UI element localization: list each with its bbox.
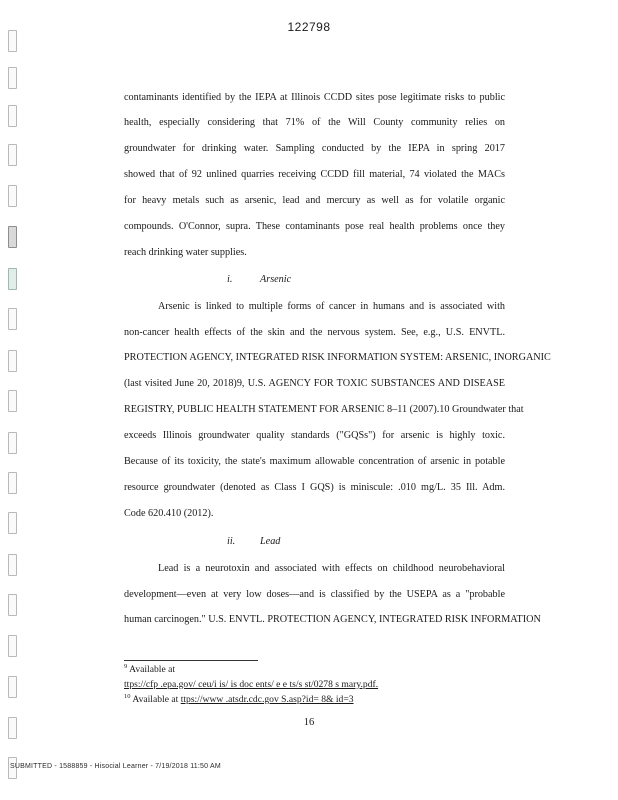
body-text-line: Arsenic is linked to multiple forms of cancer in humans and is associated with	[158, 301, 505, 312]
binder-tab-mark	[8, 105, 17, 127]
body-text-line: groundwater for drinking water. Sampling conducted by the IEPA in spring 2017	[124, 143, 505, 154]
body-text-line: REGISTRY, PUBLIC HEALTH STATEMENT FOR ARSENIC 8–11 (2007).10 Groundwater that	[124, 404, 524, 415]
footnote-separator	[124, 660, 258, 661]
body-text-line: Lead is a neurotoxin and associated with effects on childhood neurobehavioral	[158, 563, 505, 574]
footnote-9-link[interactable]: ttps://cfp .epa.gov/ ceu/i is/ is doc ents/ e e ts/s st/0278 s mary.pdf.	[124, 679, 379, 690]
footnote-9	[124, 664, 175, 675]
binder-tab-mark	[8, 594, 17, 616]
footnote-10	[124, 694, 354, 705]
footnote-intro: Available at	[132, 694, 179, 705]
footnote-10-link[interactable]: ttps://www .atsdr.cdc.gov S.asp?id= 8& id=3	[180, 694, 354, 705]
footnote-label: 10	[124, 693, 131, 700]
binder-tab-mark	[8, 554, 17, 576]
binder-tab-mark	[8, 676, 17, 698]
body-text-line: non-cancer health effects of the skin and the nervous system. See, e.g., U.S. ENVTL.	[124, 327, 505, 338]
body-text-line: for heavy metals such as arsenic, lead and mercury as well as for volatile organic	[124, 195, 505, 206]
footnote-label: 9	[124, 663, 128, 670]
binder-tab-mark	[8, 390, 17, 412]
binder-tab-mark	[8, 308, 17, 330]
section-heading: Lead	[260, 536, 281, 547]
footnote-intro: Available at	[129, 664, 176, 675]
binder-tab-mark	[8, 512, 17, 534]
binder-tab-mark	[8, 350, 17, 372]
body-text-line: development—even at very low doses—and is classified by the USEPA as a "probable	[124, 589, 505, 600]
body-text-line: reach drinking water supplies.	[124, 247, 247, 258]
body-text-line: human carcinogen." U.S. ENVTL. PROTECTION AGENCY, INTEGRATED RISK INFORMATION	[124, 614, 541, 625]
binder-tab-mark	[8, 472, 17, 494]
body-text-line: contaminants identified by the IEPA at Illinois CCDD sites pose legitimate risks to public	[124, 92, 505, 103]
body-text-line: health, especially considering that 71% of the Will County community relies on	[124, 117, 505, 128]
section-heading: Arsenic	[260, 274, 292, 285]
binder-tab-mark	[8, 67, 17, 89]
binder-tab-mark	[8, 432, 17, 454]
body-text-line: Because of its toxicity, the state's maximum allowable concentration of arsenic in potable	[124, 456, 505, 467]
body-text-line: (last visited June 20, 2018)9, U.S. AGENCY FOR TOXIC SUBSTANCES AND DISEASE	[124, 378, 505, 389]
body-text-line: Code 620.410 (2012).	[124, 508, 214, 519]
binder-tab-mark	[8, 635, 17, 657]
section-numeral: i.	[227, 274, 233, 285]
body-text-line: PROTECTION AGENCY, INTEGRATED RISK INFORMATION SYSTEM: ARSENIC, INORGANIC	[124, 352, 551, 363]
page-number: 16	[303, 717, 315, 728]
binder-tab-mark	[8, 268, 17, 290]
body-text-line: showed that of 92 unlined quarries receiving CCDD fill material, 74 violated the MACs	[124, 169, 505, 180]
document-id: 122798	[287, 20, 331, 34]
body-text-line: compounds. O'Connor, supra. These contaminants pose real health problems once they	[124, 221, 505, 232]
binder-tab-mark	[8, 144, 17, 166]
binder-tab-mark	[8, 226, 17, 248]
submission-stamp: SUBMITTED - 1588859 - Hisocial Learner - 7/19/2018 11:50 AM	[10, 763, 221, 770]
section-numeral: ii.	[227, 536, 236, 547]
binder-tab-mark	[8, 185, 17, 207]
body-text-line: exceeds Illinois groundwater quality standards ("GQSs") for arsenic is highly toxic.	[124, 430, 505, 441]
body-text-line: resource groundwater (denoted as Class I GQS) is miniscule: .010 mg/L. 35 Ill. Adm.	[124, 482, 505, 493]
